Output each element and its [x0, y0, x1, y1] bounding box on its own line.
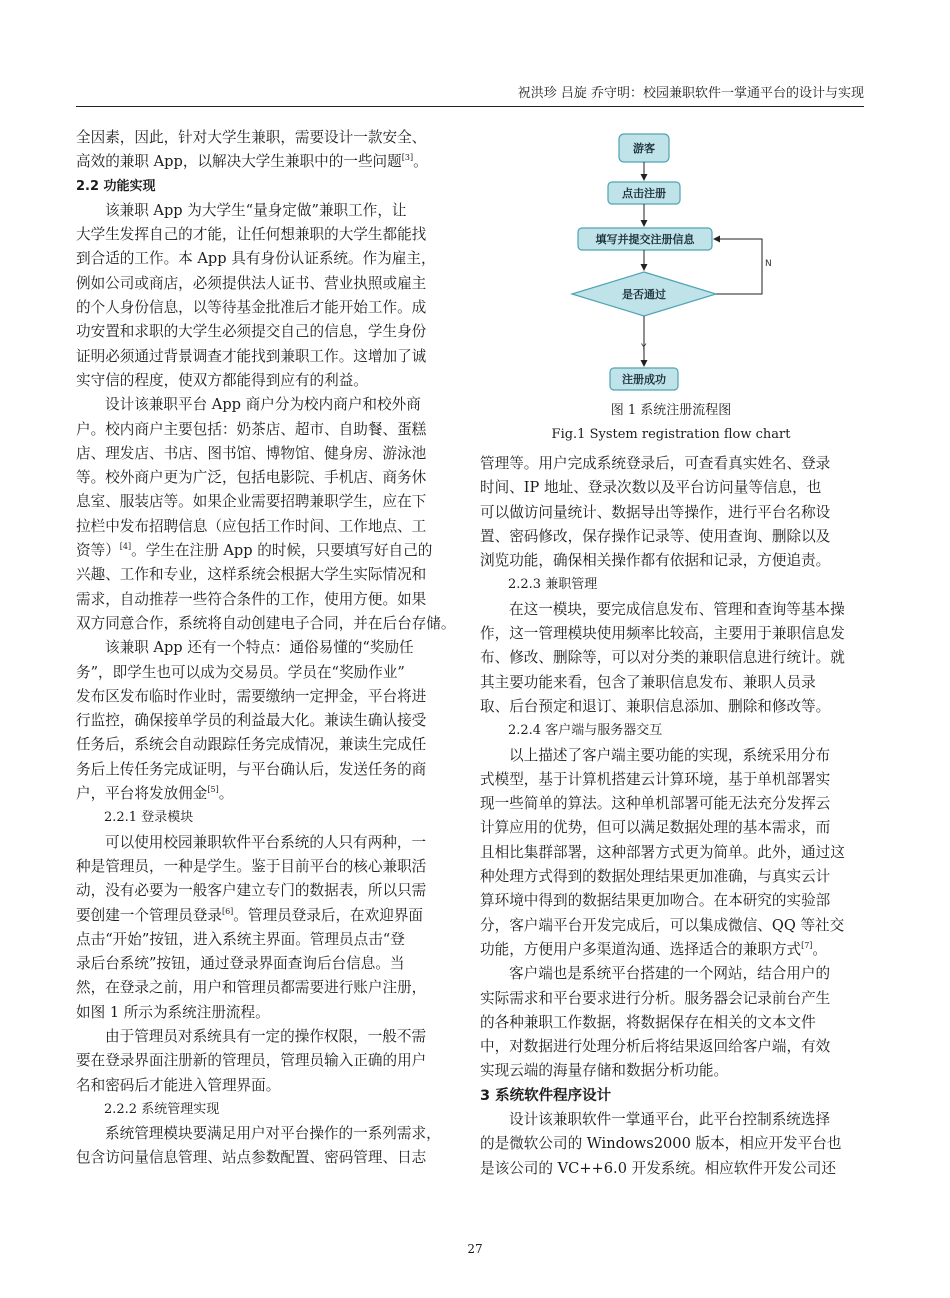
text-line: 双方同意合作，系统将自动创建电子合同，并在后台存储。	[76, 614, 456, 632]
figure-caption-cn: 图 1 系统注册流程图	[610, 403, 732, 418]
text-line: 以上描述了客户端主要功能的实现，系统采用分布	[509, 746, 831, 764]
paragraph	[480, 452, 862, 573]
node-fill-info-label: 填写并提交注册信息	[595, 233, 695, 246]
text-line: 功能，方便用户多渠道沟通、选择适合的兼职方式[7]。	[480, 940, 828, 958]
text-line: 动，没有必要为一般客户建立专门的数据表，所以只需	[76, 882, 427, 900]
text-line: 且相比集群部署，这种部署方式更为简单。此外，通过这	[480, 843, 845, 861]
text-line: 取、后台预定和退订、兼职信息添加、删除和修改等。	[480, 697, 831, 715]
text-line: 兴趣、工作和专业，这样系统会根据大学生实际情况和	[76, 566, 427, 584]
paragraph	[76, 1122, 458, 1171]
citation: [5]	[207, 785, 219, 795]
text-line: 行监控，确保接单学员的利益最大化。兼读生确认接受	[76, 712, 427, 730]
text-line: 名和密码后才能进入管理界面。	[76, 1076, 281, 1094]
text-line: 实守信的程度，使双方都能得到应有的利益。	[76, 371, 368, 389]
text-line: 由于管理员对系统具有一定的操作权限，一般不需	[105, 1027, 427, 1045]
subsection-heading: 2.2.4 客户端与服务器交互	[508, 723, 663, 739]
right-column	[480, 452, 862, 1181]
label-yes: Y	[641, 343, 647, 353]
text-line: 如图 1 所示为系统注册流程。	[76, 1003, 270, 1021]
text-line: 到合适的工作。本 App 具有身份认证系统。作为雇主，	[76, 250, 436, 268]
paragraph	[76, 393, 458, 636]
paragraph	[76, 126, 458, 175]
text-line: 其主要功能来看，包含了兼职信息发布、兼职人员录	[480, 673, 816, 691]
text-line: 高效的兼职 App，以解决大学生兼职中的一些问题[3]。	[76, 153, 428, 171]
left-column	[76, 126, 458, 1171]
node-visitor-label: 游客	[633, 142, 655, 155]
text-line: 户，平台将发放佣金[5]。	[76, 785, 234, 803]
node-decision-label: 是否通过	[622, 288, 666, 301]
node-success-label: 注册成功	[622, 373, 666, 386]
text-line: 的各种兼职工作数据，将数据保存在相关的文本文件	[480, 1013, 816, 1031]
paragraph	[480, 962, 862, 1083]
running-title: 祝洪珍 吕旋 乔守明：校园兼职软件一掌通平台的设计与实现	[517, 86, 864, 101]
text-line: 需求，自动推荐一些符合条件的工作，使用方便。如果	[76, 590, 427, 608]
paragraph	[76, 199, 458, 393]
text-line: 种是管理员，一种是学生。鉴于目前平台的核心兼职活	[76, 857, 427, 875]
text-line: 可以使用校园兼职软件平台系统的人只有两种，一	[105, 833, 427, 851]
registration-flowchart	[564, 128, 804, 398]
text-line: 证明必须通过背景调查才能找到兼职工作。这增加了诚	[76, 347, 427, 365]
paragraph	[480, 744, 862, 963]
text-line: 大学生发挥自己的才能，让任何想兼职的大学生都能找	[76, 226, 427, 244]
citation: [3]	[401, 153, 414, 163]
text-line: 是该公司的 VC++6.0 开发系统。相应软件开发公司还	[480, 1159, 836, 1177]
text-line: 户。校内商户主要包括：奶茶店、超市、自助餐、蛋糕	[76, 420, 427, 438]
text-line: 现一些简单的算法。这种单机部署可能无法充分发挥云	[480, 795, 831, 813]
text-line: 布、修改、删除等，可以对分类的兼职信息进行统计。就	[480, 649, 845, 667]
text-line: 分，客户端平台开发完成后，可以集成微信、QQ 等社交	[480, 916, 845, 934]
text-line: 然，在登录之前，用户和管理员都需要进行账户注册，	[76, 979, 427, 997]
text-line: 浏览功能，确保相关操作都有依据和记录，方便追责。	[480, 552, 831, 570]
text-line: 作，这一管理模块使用频率比较高，主要用于兼职信息发	[480, 625, 845, 643]
text-line: 资等）[4]。学生在注册 App 的时候，只要填写好自己的	[76, 542, 433, 560]
text-line: 置、密码修改，保存操作记录等、使用查询、删除以及	[480, 527, 831, 545]
loop-no	[714, 239, 762, 294]
text-line: 算环境中得到的数据结果更加吻合。在本研究的实验部	[480, 892, 831, 910]
subsection-heading: 2.2.1 登录模块	[104, 810, 194, 826]
text-line: 的是微软公司的 Windows2000 版本，相应开发平台也	[480, 1135, 842, 1153]
page-number: 27	[467, 1242, 483, 1256]
text-line: 在这一模块，要完成信息发布、管理和查询等基本操	[509, 600, 845, 618]
text-line: 发布区发布临时作业时，需要缴纳一定押金，平台将进	[76, 687, 427, 705]
label-no: N	[765, 259, 772, 269]
text-line: 店、理发店、书店、图书馆、博物馆、健身房、游泳池	[76, 444, 427, 462]
text-line: 中，对数据进行处理分析后将结果返回给客户端，有效	[480, 1038, 831, 1056]
figure-caption-en: Fig.1 System registration flow chart	[551, 427, 791, 442]
text-line: 可以做访问量统计、数据导出等操作，进行平台名称设	[480, 503, 831, 521]
subsection-heading: 2.2.3 兼职管理	[508, 577, 598, 593]
paragraph	[76, 831, 458, 1025]
text-line: 要在登录界面注册新的管理员，管理员输入正确的用户	[76, 1052, 427, 1070]
text-line: 息室、服装店等。如果企业需要招聘兼职学生，应在下	[76, 493, 427, 511]
paragraph	[480, 598, 862, 719]
text-line: 客户端也是系统平台搭建的一个网站，结合用户的	[509, 965, 831, 983]
text-line: 该兼职 App 还有一个特点：通俗易懂的“奖励任	[105, 639, 414, 657]
text-line: 务后上传任务完成证明，与平台确认后，发送任务的商	[76, 760, 427, 778]
text-line: 计算应用的优势，但可以满足数据处理的基本需求，而	[480, 819, 831, 837]
paragraph	[480, 1108, 862, 1181]
paragraph	[76, 1025, 458, 1098]
subsection-heading: 2.2.2 系统管理实现	[104, 1101, 220, 1117]
citation: [6]	[221, 906, 234, 916]
text-line: 功安置和求职的大学生必须提交自己的信息，学生身份	[76, 323, 427, 341]
text-line: 的个人身份信息，以等待基金批准后才能开始工作。成	[76, 299, 427, 317]
citation: [4]	[119, 542, 132, 552]
text-line: 录后台系统”按钮，通过登录界面查询后台信息。当	[76, 955, 405, 973]
text-line: 系统管理模块要满足用户对平台操作的一系列需求，	[105, 1125, 441, 1143]
node-register-label: 点击注册	[622, 187, 666, 200]
text-line: 时间、IP 地址、登录次数以及平台访问量等信息，也	[480, 479, 822, 497]
text-line: 例如公司或商店，必须提供法人证书、营业执照或雇主	[76, 274, 427, 292]
text-line: 设计该兼职软件一掌通平台，此平台控制系统选择	[509, 1111, 831, 1129]
text-line: 全因素，因此，针对大学生兼职，需要设计一款安全、	[76, 129, 427, 146]
text-line: 务”，即学生也可以成为交易员。学员在“奖励作业”	[76, 663, 405, 681]
section-heading: 2.2 功能实现	[76, 178, 156, 194]
text-line: 实际需求和平台要求进行分析。服务器会记录前台产生	[480, 989, 831, 1007]
text-line: 等。校外商户更为广泛，包括电影院、手机店、商务休	[76, 469, 427, 487]
text-line: 式模型，基于计算机搭建云计算环境，基于单机部署实	[480, 770, 831, 788]
text-line: 实现云端的海量存储和数据分析功能。	[480, 1062, 729, 1080]
text-line: 设计该兼职平台 App 商户分为校内商户和校外商	[105, 396, 421, 414]
text-line: 管理等。用户完成系统登录后，可查看真实姓名、登录	[480, 455, 831, 472]
citation: [7]	[801, 941, 813, 951]
text-line: 该兼职 App 为大学生“量身定做”兼职工作，让	[105, 201, 407, 219]
text-line: 种处理方式得到的数据处理结果更加准确，与真实云计	[480, 868, 831, 886]
paragraph	[76, 636, 458, 806]
text-line: 点击“开始”按钮，进入系统主界面。管理员点击“登	[76, 930, 405, 948]
section-heading: 3 系统软件程序设计	[480, 1087, 612, 1104]
text-line: 拉栏中发布招聘信息（应包括工作时间、工作地点、工	[76, 517, 427, 535]
text-line: 包含访问量信息管理、站点参数配置、密码管理、日志	[76, 1149, 427, 1167]
running-header	[76, 84, 864, 107]
text-line: 任务后，系统会自动跟踪任务完成情况，兼读生完成任	[76, 736, 427, 754]
text-line: 要创建一个管理员登录[6]。管理员登录后，在欢迎界面	[76, 906, 424, 924]
